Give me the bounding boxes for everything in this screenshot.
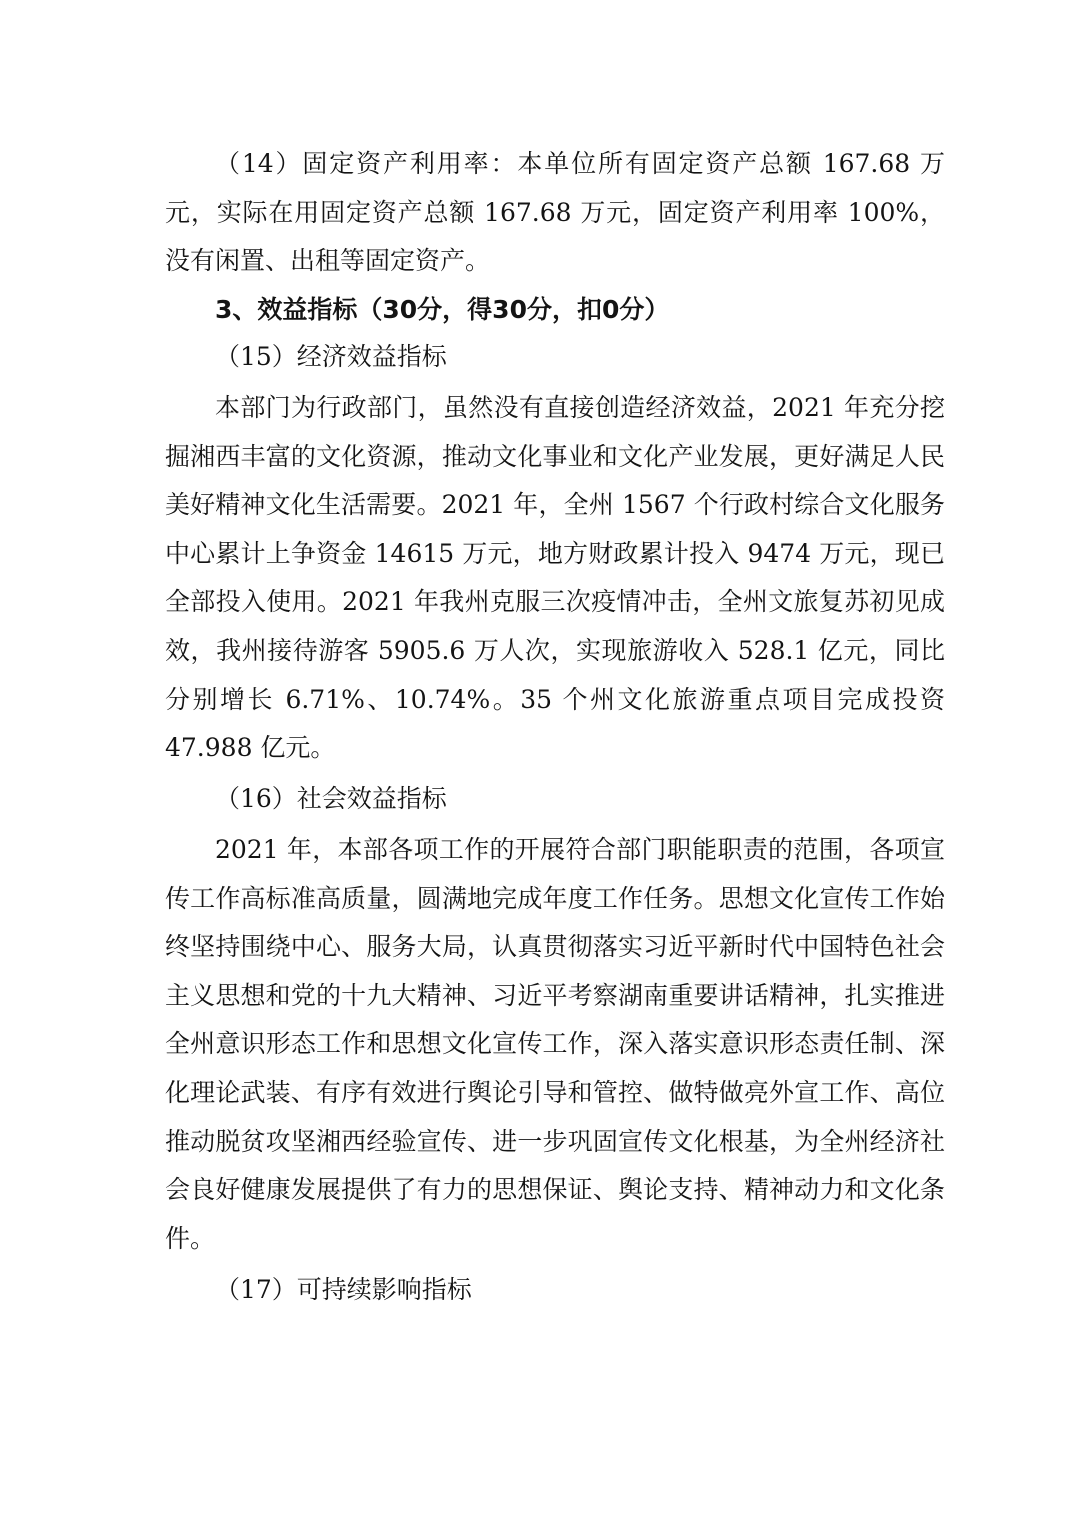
- subheading-16-social-benefit: （16）社会效益指标: [215, 784, 447, 813]
- subheading-17-sustainable-impact: （17）可持续影响指标: [215, 1275, 472, 1304]
- section-heading-benefit-indicators: 3、效益指标（30分，得30分，扣0分）: [215, 295, 670, 324]
- subheading-15-economic-benefit: （15）经济效益指标: [215, 342, 447, 371]
- paragraph-16-social-benefit: 2021 年，本部各项工作的开展符合部门职能职责的范围，各项宣传工作高标准高质量，圆满地完成年度工作任务。思想文化宣传工作始终坚持围绕中心、服务大局，认真贯彻落实习近平新时代中国特色社会主义思想和党的十九大精神、习近平考察湖南重要讲话精神，扎实推进全州意识形态工作和思想文化宣传工作，深入落实意识形态责任制、深化理论武装、有序有效进行舆论引导和管控、做特做亮外宣工作、高位推动脱贫攻坚湘西经验宣传、进一步巩固宣传文化根基，为全州经济社会良好健康发展提供了有力的思想保证、舆论支持、精神动力和文化条件。: [165, 835, 945, 1253]
- paragraph-15-economic-benefit: 本部门为行政部门，虽然没有直接创造经济效益，2021 年充分挖掘湘西丰富的文化资源，推动文化事业和文化产业发展，更好满足人民美好精神文化生活需要。2021 年，全州 1567 个行政村综合文化服务中心累计上争资金 14615 万元，地方财政累计投入 9474 万元，现已全部投入使用。2021 年我州克服三次疫情冲击，全州文旅复苏初见成效，我州接待游客 5905.6 万人次，实现旅游收入 528.1 亿元，同比分别增长 6.71%、10.74%。35 个州文化旅游重点项目完成投资 47.988 亿元。: [165, 393, 945, 763]
- paragraph-14-fixed-asset-utilization: （14）固定资产利用率：本单位所有固定资产总额 167.68 万元，实际在用固定资产总额 167.68 万元，固定资产利用率 100%，没有闲置、出租等固定资产。: [165, 149, 945, 276]
